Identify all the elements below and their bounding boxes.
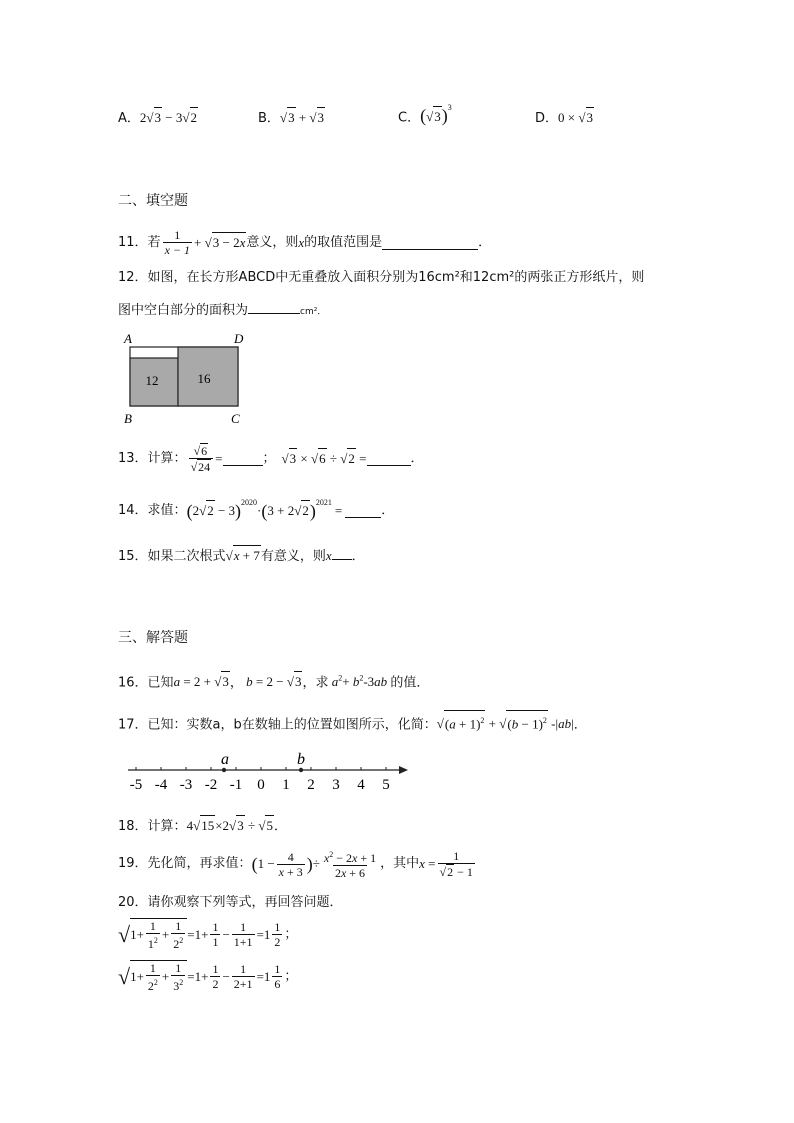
axis-tick-label: -4 <box>154 777 168 793</box>
point-a-label: a <box>221 751 229 768</box>
question-13: 13． 计算： √ 6 √ 24 = ； √ 3 × √ 6 ÷ √ 2 = ． <box>118 443 424 474</box>
question-19: 19． 先化简，再求值： ( 1 − $\frac{4}{x + 3}$ ) ÷ $\frac{x^2 - 2x + 1}{2x + 6}$ ，其中 x = 1 √ 2 − 1 <box>118 848 477 880</box>
options-row <box>118 107 198 129</box>
answer-blank[interactable] <box>248 299 300 314</box>
question-20: 20．请你观察下列等式，再回答问题． <box>118 895 343 910</box>
question-15: 15．如果二次根式√ x + 7有意义，则x ． <box>118 545 365 567</box>
answer-blank[interactable] <box>223 451 263 466</box>
axis-tick-label: -2 <box>204 777 218 793</box>
answer-blank[interactable] <box>332 545 352 560</box>
question-14: 14． 求值： ( 2√ 2 − 3 ) $^{2020}$ · ( 3 + 2√ 2 ) $^{2021}$ = ． <box>118 500 394 521</box>
answer-blank[interactable] <box>367 451 411 466</box>
axis-tick-label: -1 <box>229 777 243 793</box>
option-a: A．2√ 3 − 3√ 2 <box>118 111 198 126</box>
vertex-c: C <box>231 411 240 426</box>
vertex-d: D <box>234 331 244 346</box>
question-12: 12．如图，在长方形ABCD中无重叠放入面积分别为16cm²和12cm²的两张正方形纸片，则 <box>118 270 645 285</box>
vertex-b: B <box>124 411 132 426</box>
rectangle-figure <box>118 330 268 428</box>
section-title-fill: 二、填空题 <box>118 193 188 209</box>
point-b <box>299 768 303 772</box>
point-b-label: b <box>297 751 305 768</box>
axis-arrow-icon <box>399 766 408 774</box>
equation-2: √ 1+ $\frac{1}{2^2}$ + $\frac{1}{3^2}$ =1+ $\frac{1}{2}$ − $\frac{1}{2+1}$ =1 $\frac{1}{6}$ ； <box>118 961 298 993</box>
axis-tick-label: 3 <box>332 777 340 793</box>
axis-tick-label: 2 <box>307 777 315 793</box>
axis-tick-label: 0 <box>257 777 265 793</box>
axis-tick-label: -3 <box>179 777 193 793</box>
axis-ticks <box>130 767 390 793</box>
number-line <box>118 745 418 797</box>
option-d: D．0 × √ 3 <box>535 107 594 129</box>
question-18: 18．计算：4√ 15×2√ 3 ÷ √ 5． <box>118 815 287 837</box>
label-12: 12 <box>145 373 159 388</box>
section-title-solve: 三、解答题 <box>118 630 188 646</box>
vertex-a: A <box>124 331 132 346</box>
axis-tick-label: 5 <box>382 777 390 793</box>
answer-blank[interactable] <box>382 235 478 250</box>
option-b: B．√ 3 + √ 3 <box>258 107 325 129</box>
equation-1: √ 1+ $\frac{1}{1^2}$ + $\frac{1}{2^2}$ =1+ $\frac{1}{1}$ − $\frac{1}{1+1}$ =1 $\frac{1}{2}$ ； <box>118 919 298 951</box>
answer-blank[interactable] <box>345 503 381 518</box>
label-16: 16 <box>197 371 211 386</box>
option-c: C．(√ 3)$^3$ <box>398 104 452 128</box>
point-a <box>222 768 226 772</box>
question-16: 16．已知a = 2 + √ 3， b = 2 − √ 3，求 $a^2+ b^2-3ab$ 的值． <box>118 669 429 693</box>
axis-tick-label: 4 <box>357 777 365 793</box>
question-11: 11． 若 $\frac{1}{x - 1}$ + √ 3 − 2x 意义，则 x 的取值范围是 ． <box>118 228 491 257</box>
question-12-line2: 图中空白部分的面积为 cm²． <box>118 299 326 322</box>
axis-tick-label: -5 <box>129 777 143 793</box>
axis-tick-label: 1 <box>282 777 290 793</box>
question-17: 17．已知：实数a，b在数轴上的位置如图所示，化简：√ $(a + 1)^2$ + √ $(b - 1)^2$ -|ab|． <box>118 710 587 735</box>
